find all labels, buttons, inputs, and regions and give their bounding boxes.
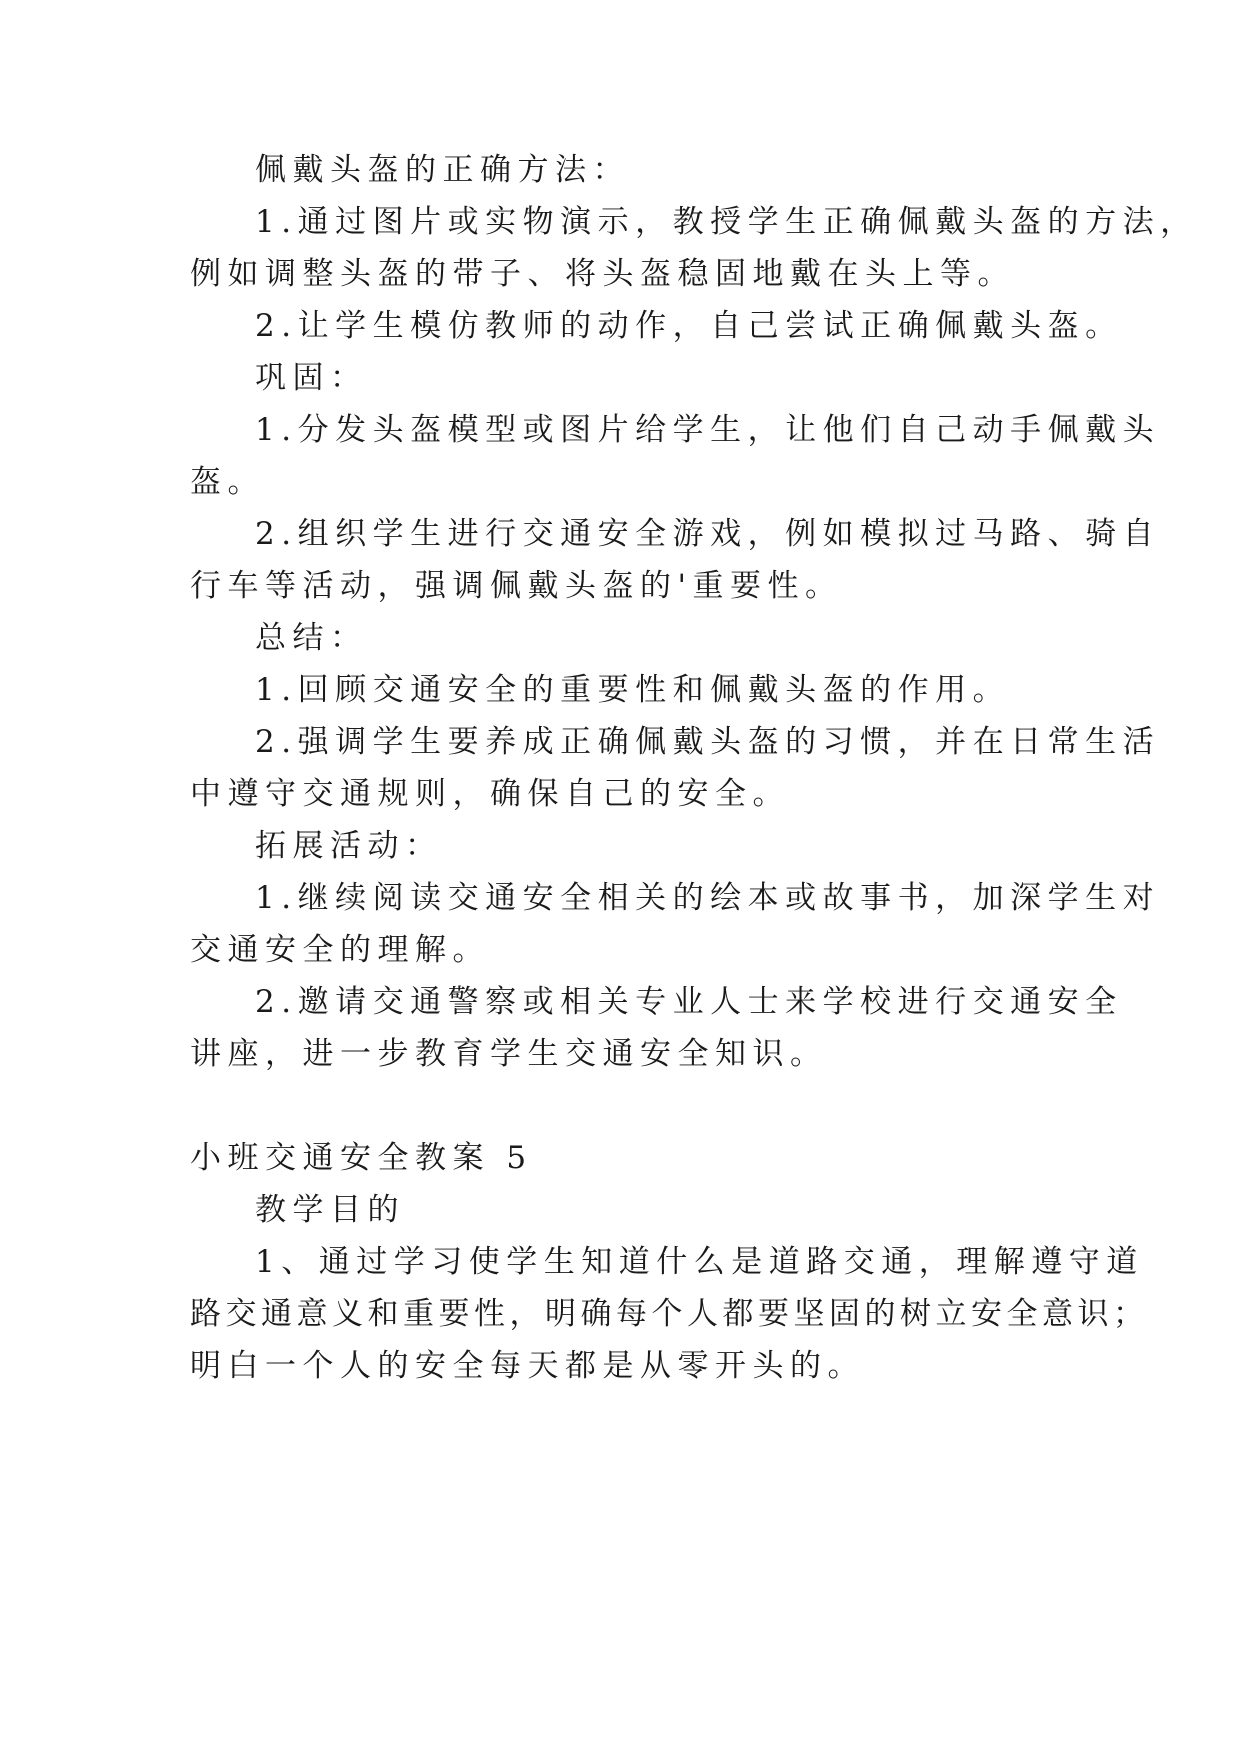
helmet-step-2: 2.让学生模仿教师的动作，自己尝试正确佩戴头盔。 [255, 308, 1123, 344]
extension-step-2-line-1: 2.邀请交通警察或相关专业人士来学校进行交通安全 [255, 984, 1123, 1020]
goal-item-1-line-1: 1、通过学习使学生知道什么是道路交通，理解遵守道 [255, 1244, 1144, 1280]
helmet-step-1-line-1: 1.通过图片或实物演示，教授学生正确佩戴头盔的方法， [255, 204, 1198, 240]
goal-item-1-line-3: 明白一个人的安全每天都是从零开头的。 [190, 1348, 865, 1384]
helmet-step-1-line-2: 例如调整头盔的带子、将头盔稳固地戴在头上等。 [190, 256, 1015, 292]
extension-heading: 拓展活动： [255, 828, 443, 864]
consolidate-heading: 巩固： [255, 360, 368, 396]
goal-item-1-line-2: 路交通意义和重要性，明确每个人都要坚固的树立安全意识； [190, 1296, 1149, 1332]
consolidate-step-1-line-1: 1.分发头盔模型或图片给学生，让他们自己动手佩戴头 [255, 412, 1161, 448]
goal-heading: 教学目的 [255, 1192, 405, 1228]
summary-step-2-line-1: 2.强调学生要养成正确佩戴头盔的习惯，并在日常生活 [255, 724, 1161, 760]
consolidate-step-2-line-1: 2.组织学生进行交通安全游戏，例如模拟过马路、骑自 [255, 516, 1161, 552]
summary-step-1: 1.回顾交通安全的重要性和佩戴头盔的作用。 [255, 672, 1011, 708]
helmet-heading: 佩戴头盔的正确方法： [255, 152, 630, 188]
consolidate-step-2-line-2: 行车等活动，强调佩戴头盔的'重要性。 [190, 568, 843, 604]
extension-step-2-line-2: 讲座，进一步教育学生交通安全知识。 [190, 1036, 828, 1072]
extension-step-1-line-2: 交通安全的理解。 [190, 932, 490, 968]
section-5-title: 小班交通安全教案 5 [190, 1140, 533, 1176]
consolidate-step-1-line-2: 盔。 [190, 464, 265, 500]
summary-step-2-line-2: 中遵守交通规则，确保自己的安全。 [190, 776, 790, 812]
extension-step-1-line-1: 1.继续阅读交通安全相关的绘本或故事书，加深学生对 [255, 880, 1161, 916]
summary-heading: 总结： [255, 620, 368, 656]
